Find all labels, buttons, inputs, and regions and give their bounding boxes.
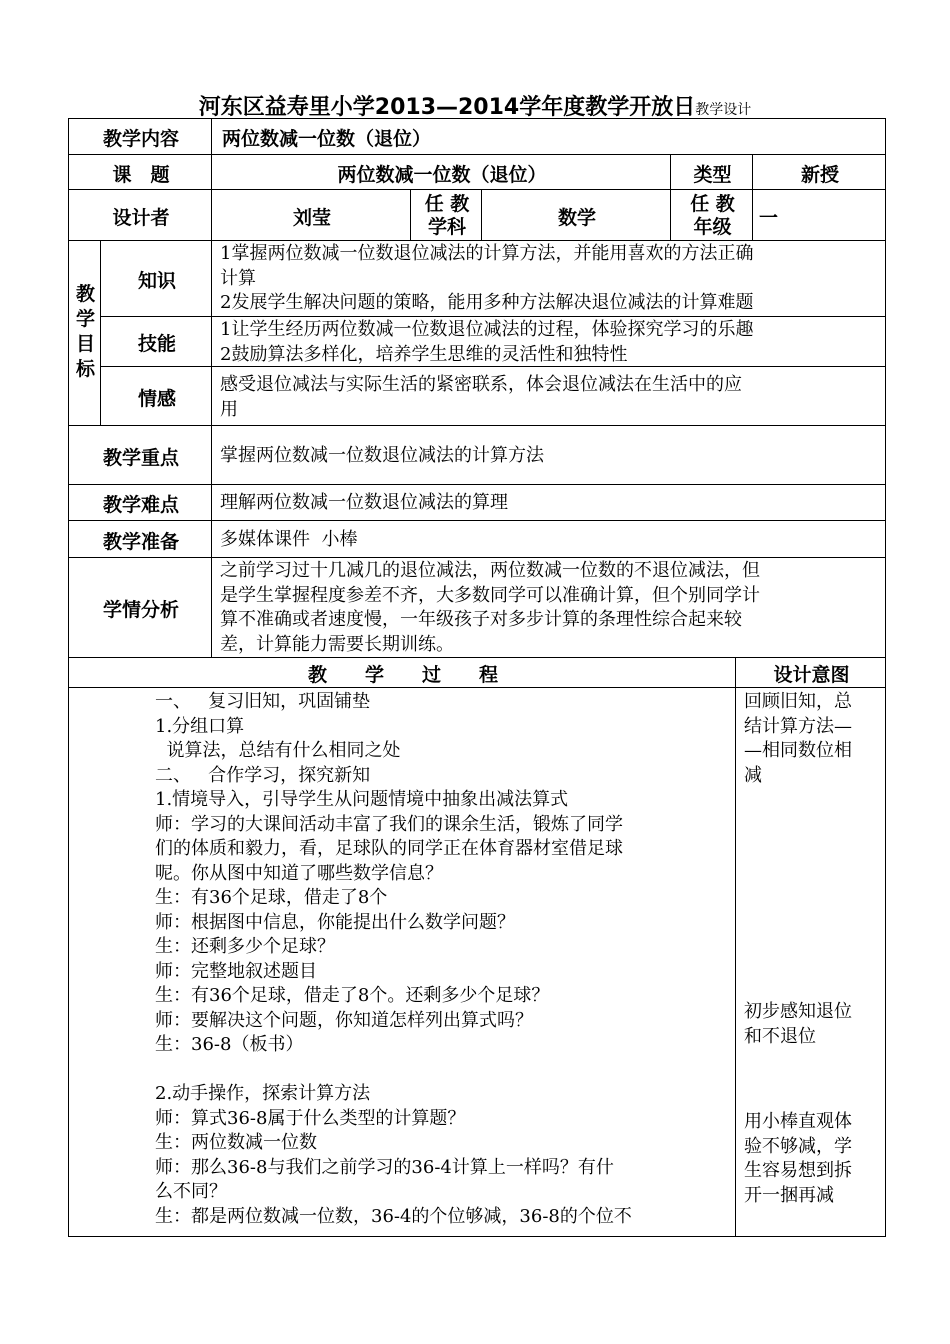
text-line: 用小棒直观体 bbox=[744, 1111, 852, 1132]
process-text bbox=[155, 690, 733, 1229]
grade-value: 一 bbox=[759, 206, 779, 229]
process-line: 1.分组口算 bbox=[155, 715, 245, 737]
process-header: 教 学 过 程 bbox=[307, 664, 498, 686]
knowledge-text bbox=[220, 242, 885, 316]
text-line: 结计算方法— bbox=[744, 715, 852, 737]
process-line: 么不同？ bbox=[155, 1181, 227, 1202]
subject-value: 数学 bbox=[557, 206, 596, 229]
school-event-title: 河东区益寿里小学2013—2014学年度教学开放日 bbox=[198, 95, 696, 120]
text-line: 和不退位 bbox=[744, 1025, 816, 1047]
difficulty-value: 理解两位数减一位数退位减法的算理 bbox=[220, 492, 508, 514]
key-point-value: 掌握两位数减一位数退位减法的计算方法 bbox=[220, 444, 544, 466]
process-line: 师：根据图中信息，你能提出什么数学问题？ bbox=[155, 911, 515, 933]
text-line: 之前学习过十几减几的退位减法，两位数减一位数的不退位减法，但 bbox=[220, 560, 760, 581]
process-line: 们的体质和毅力，看，足球队的同学正在体育器材室借足球 bbox=[155, 838, 623, 859]
subject-label-line1: 任 教 bbox=[424, 193, 470, 215]
process-line: 生：有36个足球，借走了8个 bbox=[155, 887, 388, 908]
process-line: 生：都是两位数减一位数，36-4的个位够减，36-8的个位不 bbox=[155, 1205, 632, 1227]
process-line: 2.动手操作，探索计算方法 bbox=[155, 1083, 371, 1104]
process-line: 一、 复习旧知，巩固铺垫 bbox=[155, 691, 371, 712]
text-line: 算不准确或者速度慢，一年级孩子对多步计算的条理性综合起来较 bbox=[220, 609, 742, 630]
process-line: 师：学习的大课间活动丰富了我们的课余生活，锻炼了同学 bbox=[155, 813, 623, 835]
process-line: 师：要解决这个问题，你知道怎样列出算式吗？ bbox=[155, 1009, 533, 1031]
text-line: 2发展学生解决问题的策略，能用多种方法解决退位减法的计算难题 bbox=[220, 292, 754, 313]
objectives-char: 目 bbox=[75, 333, 95, 355]
text-line: 用 bbox=[220, 398, 238, 420]
process-line: 二、 合作学习，探究新知 bbox=[155, 764, 371, 786]
text-line: 初步感知退位 bbox=[744, 1001, 852, 1022]
type-value: 新授 bbox=[800, 163, 839, 186]
difficulty-label: 教学难点 bbox=[102, 494, 179, 516]
text-line: 差，计算能力需要长期训练。 bbox=[220, 633, 454, 655]
process-line: 说算法，总结有什么相同之处 bbox=[155, 740, 401, 761]
text-line: 1掌握两位数减一位数退位减法的计算方法，并能用喜欢的方法正确 bbox=[220, 243, 754, 264]
text-line: 计算 bbox=[220, 267, 256, 289]
subject-label-line2: 学科 bbox=[427, 216, 466, 238]
process-line: 生：还剩多少个足球？ bbox=[155, 936, 335, 957]
text-line: 验不够减，学 bbox=[744, 1135, 852, 1157]
process-line bbox=[155, 1058, 733, 1083]
text-line: 2鼓励算法多样化，培养学生思维的灵活性和独特性 bbox=[220, 343, 628, 365]
text-line: 生容易想到拆 bbox=[744, 1160, 852, 1181]
process-line: 生：36-8（板书） bbox=[155, 1034, 304, 1055]
process-line: 师：算式36-8属于什么类型的计算题？ bbox=[155, 1107, 466, 1129]
objectives-char: 学 bbox=[75, 308, 95, 330]
process-line: 生：两位数减一位数 bbox=[155, 1132, 317, 1153]
emotion-text bbox=[220, 373, 885, 422]
grade-label-line2: 年级 bbox=[693, 216, 732, 238]
text-line: 回顾旧知，总 bbox=[744, 691, 852, 712]
designer-label: 设计者 bbox=[112, 206, 170, 229]
objectives-char: 标 bbox=[75, 358, 95, 380]
key-point-label: 教学重点 bbox=[102, 446, 179, 469]
objectives-group-label bbox=[69, 282, 102, 382]
knowledge-label: 知识 bbox=[137, 270, 176, 292]
intent-header: 设计意图 bbox=[773, 664, 850, 686]
process-line: 师：那么36-8与我们之前学习的36-4计算上一样吗？有什 bbox=[155, 1156, 614, 1178]
intent-1 bbox=[744, 690, 884, 788]
type-label: 类型 bbox=[693, 163, 732, 186]
preparation-label: 教学准备 bbox=[102, 530, 179, 553]
topic-value: 两位数减一位数（退位） bbox=[337, 163, 547, 186]
skill-text bbox=[220, 318, 885, 367]
analysis-label: 学情分析 bbox=[102, 599, 179, 621]
content-value: 两位数减一位数（退位） bbox=[222, 128, 432, 150]
process-line: 呢。你从图中知道了哪些数学信息？ bbox=[155, 862, 443, 884]
emotion-label: 情感 bbox=[137, 387, 176, 410]
grade-label-line1: 任 教 bbox=[690, 193, 735, 215]
skill-label: 技能 bbox=[137, 333, 176, 355]
analysis-text bbox=[220, 559, 885, 657]
objectives-char: 教 bbox=[75, 283, 95, 305]
subject-label bbox=[411, 190, 483, 242]
text-line: 开一捆再减 bbox=[744, 1184, 834, 1206]
grade-label bbox=[671, 190, 754, 242]
process-line: 1.情境导入，引导学生从问题情境中抽象出减法算式 bbox=[155, 789, 569, 810]
text-line: 感受退位减法与实际生活的紧密联系，体会退位减法在生活中的应 bbox=[220, 374, 742, 395]
designer-value: 刘莹 bbox=[292, 206, 331, 229]
process-line: 生：有36个足球，借走了8个。还剩多少个足球？ bbox=[155, 985, 550, 1006]
process-line: 师：完整地叙述题目 bbox=[155, 960, 317, 982]
text-line: 减 bbox=[744, 764, 762, 786]
topic-label: 课 题 bbox=[112, 163, 170, 186]
design-subtitle: 教学设计 bbox=[695, 102, 752, 118]
text-line: 1让学生经历两位数减一位数退位减法的过程，体验探究学习的乐趣 bbox=[220, 319, 754, 340]
preparation-value: 多媒体课件 小棒 bbox=[220, 528, 358, 550]
content-label: 教学内容 bbox=[102, 128, 179, 150]
intent-3 bbox=[744, 1110, 884, 1208]
intent-2 bbox=[744, 1000, 884, 1049]
text-line: —相同数位相 bbox=[744, 740, 852, 761]
text-line: 是学生掌握程度参差不齐，大多数同学可以准确计算，但个别同学计 bbox=[220, 584, 760, 606]
